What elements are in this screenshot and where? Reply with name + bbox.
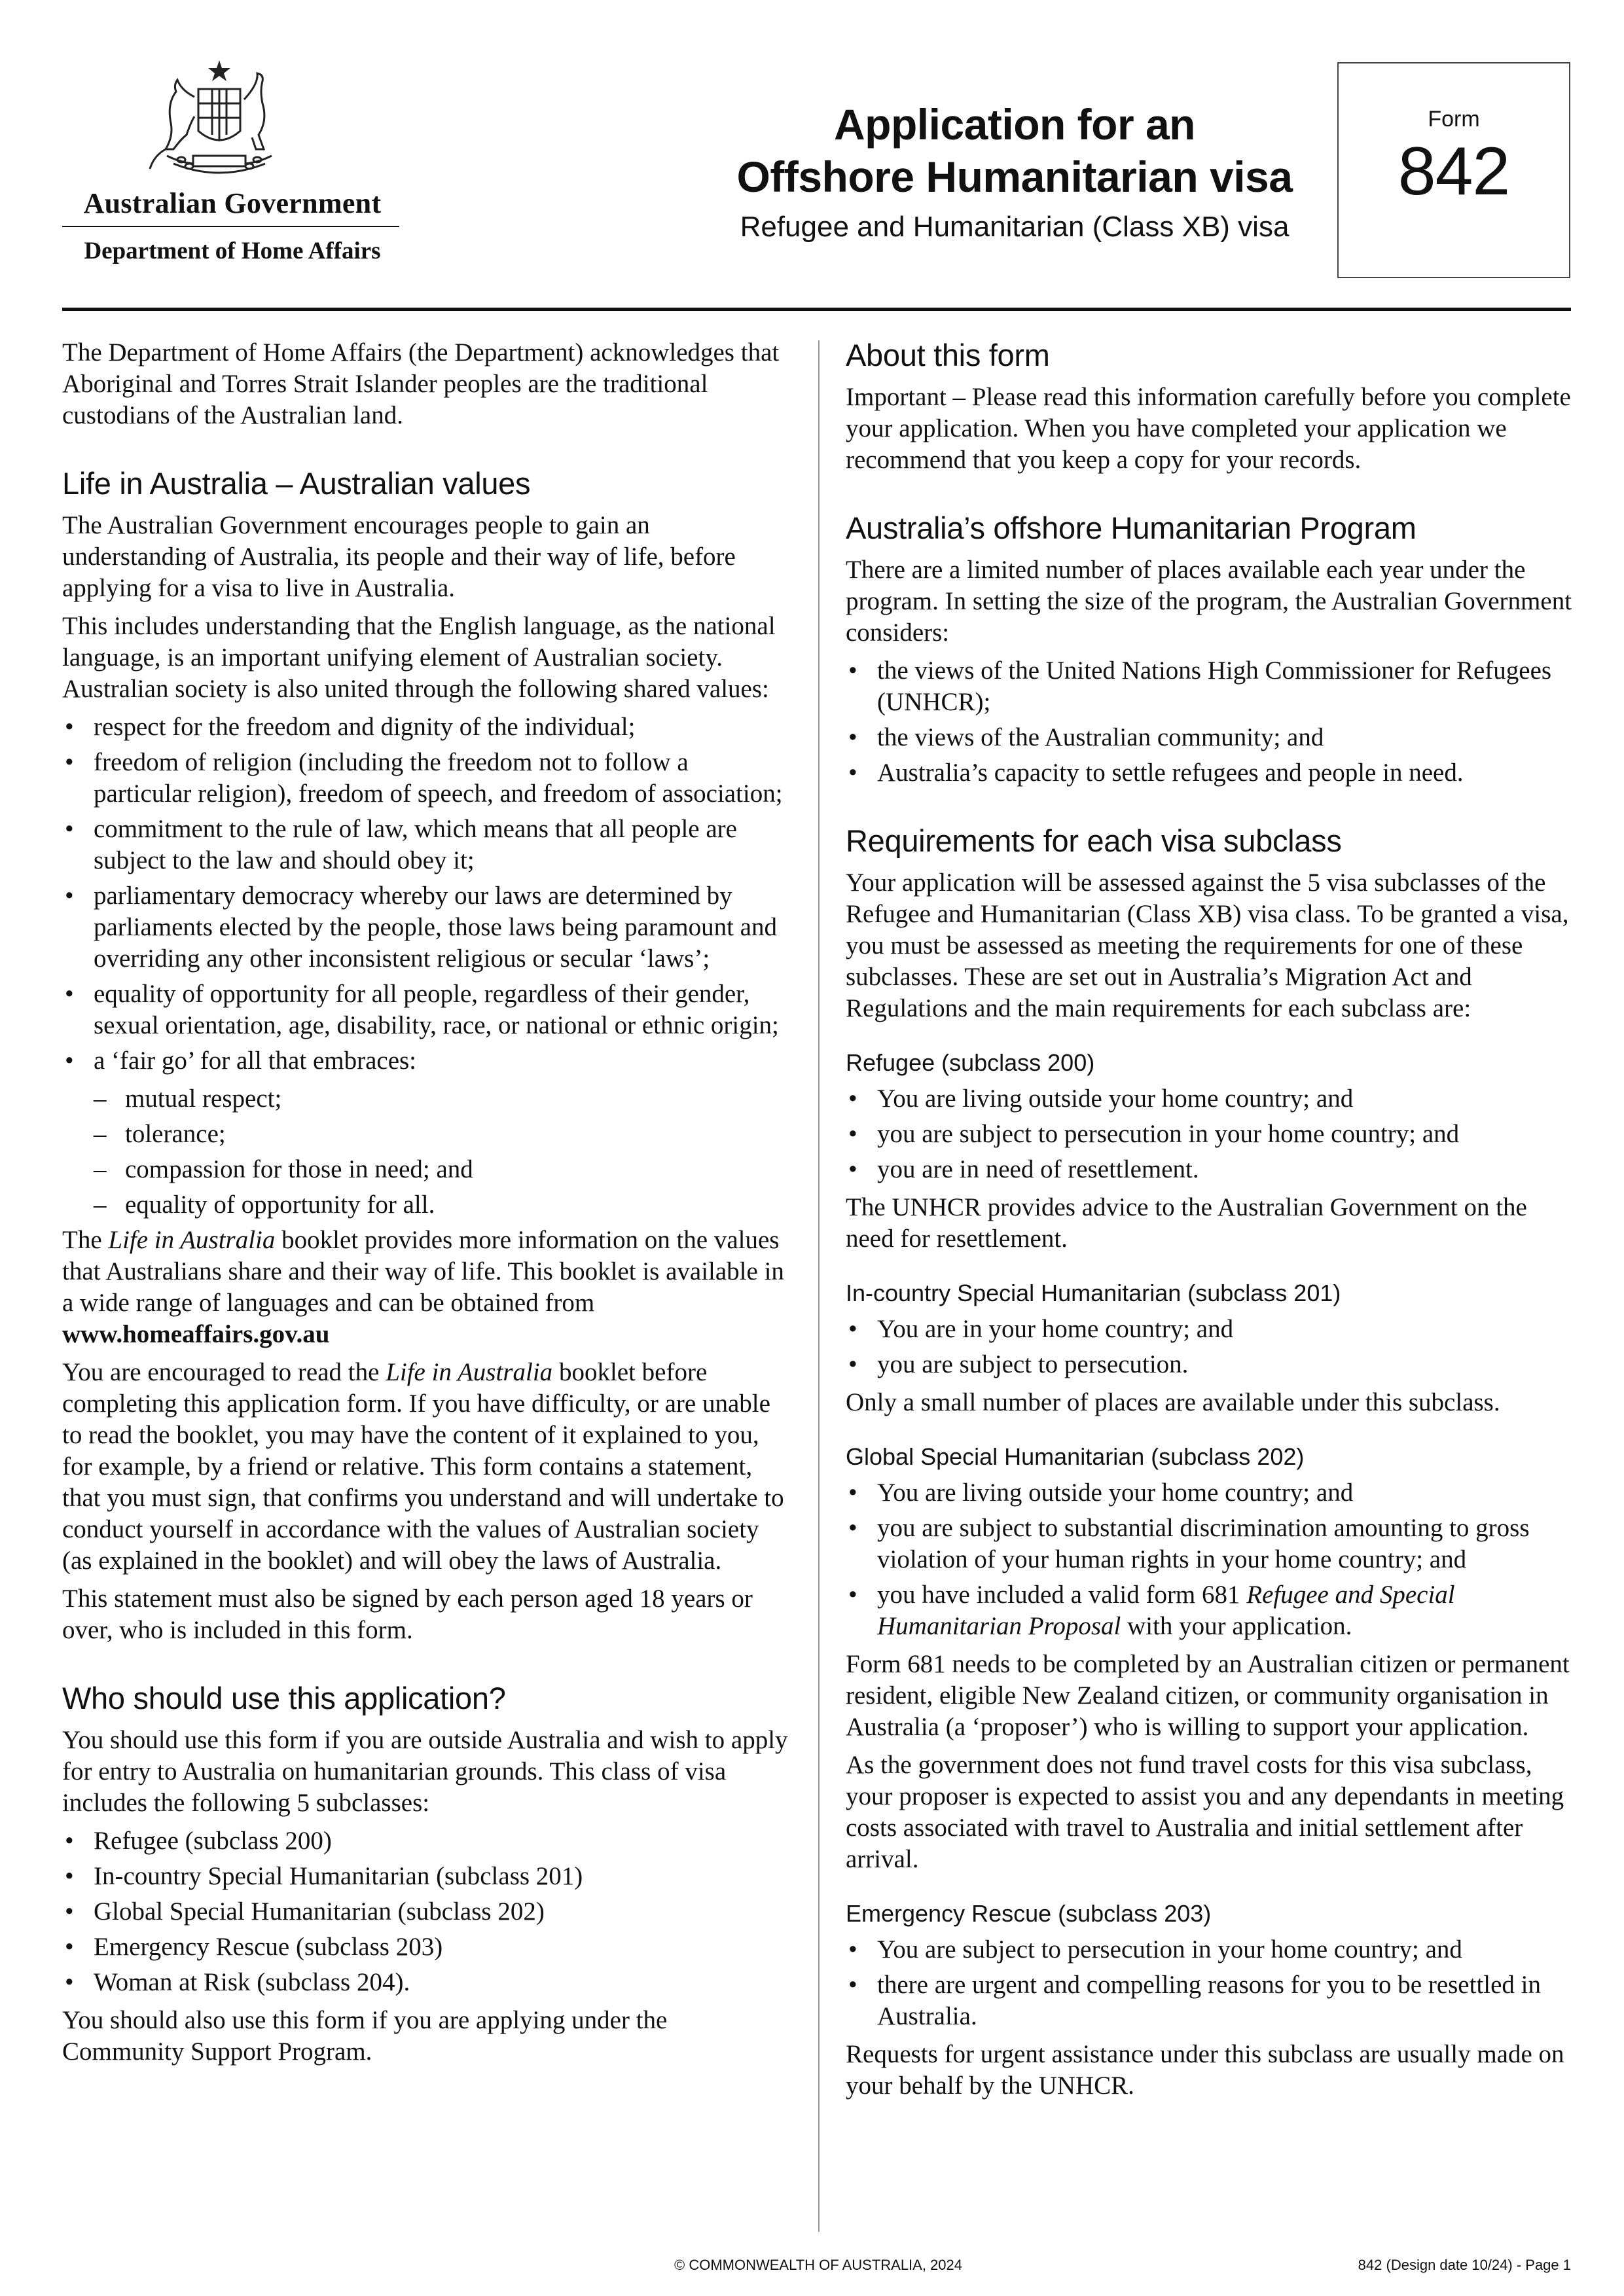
right-column (846, 337, 1572, 2108)
bullet-icon: • (848, 1155, 857, 1183)
values-list (62, 711, 792, 1077)
subclass-203-list (846, 1934, 1572, 2032)
program-heading: Australia’s offshore Humanitarian Program (846, 511, 1416, 545)
list-item: • Refugee (subclass 200) (62, 1825, 792, 1857)
bullet-icon: • (65, 1933, 74, 1961)
list-item: • Emergency Rescue (subclass 203) (62, 1931, 792, 1963)
subclass-202-heading: Global Special Humanitarian (subclass 202) (846, 1443, 1305, 1470)
program-paragraph: There are a limited number of places available each year under the program. In setting the size of the program, the Australian Government considers: (846, 556, 1572, 647)
form-number: 842 (1398, 134, 1510, 209)
bullet-icon: • (65, 748, 74, 776)
subclass-203-heading: Emergency Rescue (subclass 203) (846, 1900, 1212, 1927)
list-item: • the views of the United Nations High Commissioner for Refugees (UNHCR); (848, 656, 1552, 716)
bullet-icon: • (848, 723, 857, 751)
subclass-202-paragraph-2: As the government does not fund travel costs for this visa subclass, your proposer is expected to assist you and any dependants in meeting costs associated with travel to Australia and initial settlement after arrival. (846, 1751, 1564, 1873)
list-item: • You are living outside your home country; and (846, 1083, 1572, 1115)
form-label: Form (1428, 107, 1480, 132)
list-item: • In-country Special Humanitarian (subclass 201) (62, 1861, 792, 1892)
life-paragraph-2: This includes understanding that the English language, as the national language, is an important unifying element of Australian society. Australian society is also united through the following shared values: (62, 612, 776, 703)
subclass-202-list (846, 1477, 1572, 1642)
list-item: – equality of opportunity for all. (62, 1189, 792, 1221)
requirements-paragraph: Your application will be assessed against the 5 visa subclasses of the Refugee and Humanitarian (Class XB) visa class. To be granted a visa, you must be assessed as meeting the requirements for one of these subclasses. These are set out in Australia’s Migration Act and Regulations and the main requirements for each subclass are: (846, 869, 1569, 1022)
bullet-icon: • (848, 1350, 857, 1378)
booklet-paragraph: The Life in Australia booklet provides more information on the values that Australians share and their way of life. This booklet is available in a wide range of languages and can be obtained from www.homeaffairs.gov.au (62, 1226, 784, 1348)
about-paragraph: Important – Please read this information carefully before you complete your application. When you have completed your application we recommend that you keep a copy for your records. (846, 383, 1571, 474)
bullet-icon: • (65, 815, 74, 843)
life-in-australia-heading: Life in Australia – Australian values (62, 466, 531, 501)
bullet-icon: • (65, 1897, 74, 1926)
subclass-203-paragraph: Requests for urgent assistance under this subclass are usually made on your behalf by the UNHCR. (846, 2040, 1564, 2100)
header-divider (62, 308, 1571, 311)
list-item: • parliamentary democracy whereby our laws are determined by parliaments elected by the people, those laws being paramount and overriding any other inconsistent religious or secular ‘laws’; (65, 882, 777, 973)
bullet-icon: • (848, 1971, 857, 1999)
subclass-201-list (846, 1314, 1572, 1380)
coat-of-arms-icon (147, 58, 291, 182)
program-considerations-list (846, 655, 1572, 789)
list-item: • equality of opportunity for all people, regardless of their gender, sexual orientation, age, disability, race, or national or ethnic origin; (65, 980, 779, 1039)
list-item: • the views of the Australian community; and (846, 722, 1572, 753)
list-item: • you are in need of resettlement. (846, 1154, 1572, 1185)
list-item: • Woman at Risk (subclass 204). (62, 1967, 792, 1998)
bullet-icon: • (65, 1968, 74, 1996)
list-item: • commitment to the rule of law, which means that all people are subject to the law and should obey it; (65, 815, 737, 874)
who-should-use-heading: Who should use this application? (62, 1681, 506, 1715)
department-name: Department of Home Affairs (84, 238, 381, 264)
bullet-icon: • (848, 1120, 857, 1148)
subclass-201-paragraph: Only a small number of places are available under this subclass. (846, 1388, 1500, 1416)
bullet-icon: • (65, 882, 74, 910)
list-item: • You are in your home country; and (846, 1314, 1572, 1345)
dash-icon: – (94, 1085, 107, 1113)
bullet-icon: • (848, 1479, 857, 1507)
left-column (62, 337, 792, 2074)
list-item: • a ‘fair go’ for all that embraces: (62, 1045, 792, 1077)
requirements-heading: Requirements for each visa subclass (846, 823, 1342, 858)
bullet-icon: • (65, 1827, 74, 1855)
encourage-paragraph: You are encouraged to read the Life in Australia booklet before completing this application form. If you have difficulty, or are unable to read the booklet, you may have the content of it explained to you, for example, by a friend or relative. This form contains a statement, that you must sign, that confirms you understand and will undertake to conduct yourself in accordance with the values of Australian society (as explained in the booklet) and will obey the laws of Australia. (62, 1358, 784, 1575)
community-support-paragraph: You should also use this form if you are applying under the Community Support Program. (62, 2006, 668, 2066)
life-paragraph-1: The Australian Government encourages people to gain an understanding of Australia, its people and their way of life, before applying for a visa to live in Australia. (62, 511, 736, 602)
bullet-icon: • (848, 1581, 857, 1609)
title-block (583, 98, 1447, 246)
bullet-icon: • (848, 1085, 857, 1113)
list-item: • You are subject to persecution in your home country; and (846, 1934, 1572, 1965)
about-form-heading: About this form (846, 338, 1050, 372)
list-item: • you are subject to persecution in your home country; and (846, 1119, 1572, 1150)
bullet-icon: • (65, 1862, 74, 1890)
crest-divider (62, 226, 399, 227)
list-item: – tolerance; (62, 1119, 792, 1150)
dash-icon: – (94, 1155, 107, 1183)
list-item: – mutual respect; (62, 1083, 792, 1115)
list-item: • you are subject to substantial discrimination amounting to gross violation of your human rights in your home country; and (848, 1514, 1530, 1573)
bullet-icon: • (848, 759, 857, 787)
fair-go-sublist (62, 1083, 792, 1221)
footer-copyright: © COMMONWEALTH OF AUSTRALIA, 2024 (674, 2257, 962, 2273)
bullet-icon: • (65, 713, 74, 741)
subclass-200-heading: Refugee (subclass 200) (846, 1049, 1095, 1076)
page-title-line-1: Application for an (834, 100, 1195, 149)
dash-icon: – (94, 1191, 107, 1219)
dash-icon: – (94, 1120, 107, 1148)
subclass-201-heading: In-country Special Humanitarian (subclass 201) (846, 1280, 1341, 1306)
footer-page-info: 842 (Design date 10/24) - Page 1 (1358, 2257, 1571, 2273)
list-item: • You are living outside your home country; and (846, 1477, 1572, 1509)
list-item: • you have included a valid form 681 Refugee and Special Humanitarian Proposal with your application. (848, 1581, 1455, 1640)
subclass-200-list (846, 1083, 1572, 1185)
acknowledgement-text: The Department of Home Affairs (the Department) acknowledges that Aboriginal and Torres Strait Islander peoples are the traditional custodians of the Australian land. (62, 338, 780, 429)
who-paragraph: You should use this form if you are outside Australia and wish to apply for entry to Australia on humanitarian grounds. This class of visa includes the following 5 subclasses: (62, 1726, 788, 1817)
list-item: • freedom of religion (including the freedom not to follow a particular religion), freedom of speech, and freedom of association; (65, 748, 783, 808)
subclass-list (62, 1825, 792, 1998)
bullet-icon: • (848, 656, 857, 685)
list-item: • respect for the freedom and dignity of the individual; (62, 711, 792, 743)
list-item: • you are subject to persecution. (846, 1349, 1572, 1380)
list-item: – compassion for those in need; and (62, 1154, 792, 1185)
page-title-line-2: Offshore Humanitarian visa (736, 152, 1293, 201)
bullet-icon: • (65, 1047, 74, 1075)
form-number-box (1337, 62, 1570, 278)
bullet-icon: • (65, 980, 74, 1008)
bullet-icon: • (848, 1935, 857, 1964)
bullet-icon: • (848, 1315, 857, 1343)
subclass-200-paragraph: The UNHCR provides advice to the Australian Government on the need for resettlement. (846, 1193, 1527, 1253)
list-item: • Australia’s capacity to settle refugees and people in need. (846, 757, 1572, 789)
page-subtitle: Refugee and Humanitarian (Class XB) visa (740, 211, 1290, 243)
list-item: • there are urgent and compelling reasons for you to be resettled in Australia. (848, 1971, 1542, 2030)
signed-statement-paragraph: This statement must also be signed by each person aged 18 years or over, who is included in this form. (62, 1585, 753, 1644)
bullet-icon: • (848, 1514, 857, 1542)
homeaffairs-link[interactable]: www.homeaffairs.gov.au (62, 1320, 330, 1348)
subclass-202-paragraph-1: Form 681 needs to be completed by an Australian citizen or permanent resident, eligible New Zealand citizen, or community organisation in Australia (a ‘proposer’) who is willing to support your application. (846, 1650, 1570, 1741)
government-name: Australian Government (83, 187, 382, 219)
column-divider (818, 340, 820, 2232)
list-item: • Global Special Humanitarian (subclass 202) (62, 1896, 792, 1928)
